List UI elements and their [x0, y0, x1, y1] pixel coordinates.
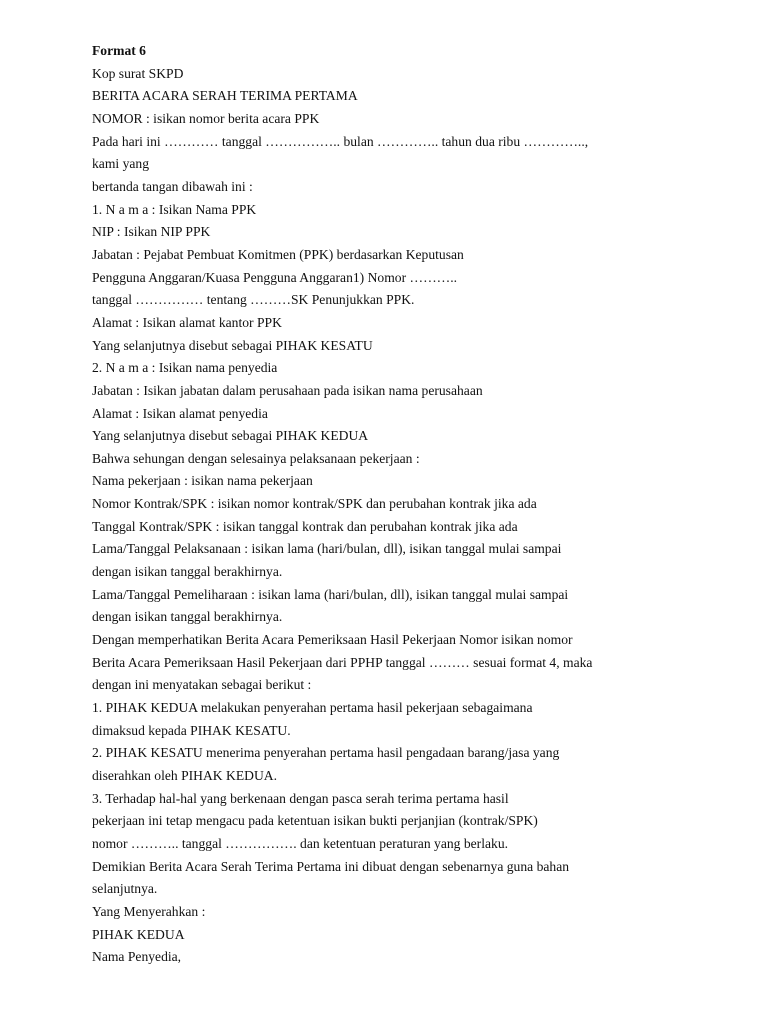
- document-line: 2. N a m a : Isikan nama penyedia: [92, 360, 278, 376]
- document-line: Pengguna Anggaran/Kuasa Pengguna Anggaran1) Nomor ………..: [92, 269, 458, 285]
- document-line: diserahkan oleh PIHAK KEDUA.: [92, 768, 277, 783]
- document-heading: Format 6: [92, 43, 146, 58]
- document-line: Jabatan : Pejabat Pembuat Komitmen (PPK) berdasarkan Keputusan: [92, 246, 464, 262]
- document-line: nomor ……….. tanggal ……………. dan ketentuan peraturan yang berlaku.: [92, 835, 509, 851]
- document-line: Alamat : Isikan alamat kantor PPK: [92, 314, 282, 330]
- document-line: Berita Acara Pemeriksaan Hasil Pekerjaan dari PPHP tanggal ……… sesuai format 4, maka: [92, 654, 593, 670]
- document-line: BERITA ACARA SERAH TERIMA PERTAMA: [92, 88, 358, 104]
- document-line: tanggal …………… tentang ………SK Penunjukkan PPK.: [92, 292, 415, 308]
- document-line: dengan ini menyatakan sebagai berikut :: [92, 677, 312, 693]
- document-line: bertanda tangan dibawah ini :: [92, 178, 253, 194]
- document-line: kami yang: [92, 156, 150, 172]
- document-line: 1. PIHAK KEDUA melakukan penyerahan pertama hasil pekerjaan sebagaimana: [92, 700, 533, 716]
- document-line: Dengan memperhatikan Berita Acara Pemeriksaan Hasil Pekerjaan Nomor isikan nomor: [92, 632, 573, 648]
- document-line: 3. Terhadap hal-hal yang berkenaan dengan pasca serah terima pertama hasil: [92, 790, 509, 806]
- document-line: Pada hari ini ………… tanggal …………….. bulan ………….. tahun dua ribu …………..,: [92, 133, 589, 149]
- document-line: Yang selanjutnya disebut sebagai PIHAK KESATU: [92, 337, 373, 353]
- document-line: Jabatan : Isikan jabatan dalam perusahaan pada isikan nama perusahaan: [92, 382, 483, 398]
- document-line: Nama Penyedia,: [92, 949, 182, 965]
- document-line: pekerjaan ini tetap mengacu pada ketentuan isikan bukti perjanjian (kontrak/SPK): [92, 813, 538, 829]
- document-line: 2. PIHAK KESATU menerima penyerahan pertama hasil pengadaan barang/jasa yang: [92, 745, 560, 761]
- document-line: dengan isikan tanggal berakhirnya.: [92, 564, 283, 580]
- document-line: NOMOR : isikan nomor berita acara PPK: [92, 110, 320, 126]
- document-line: Nama pekerjaan : isikan nama pekerjaan: [92, 473, 313, 489]
- document-line: dengan isikan tanggal berakhirnya.: [92, 609, 283, 625]
- document-line: Tanggal Kontrak/SPK : isikan tanggal kontrak dan perubahan kontrak jika ada: [92, 518, 518, 534]
- document-line: NIP : Isikan NIP PPK: [92, 224, 211, 240]
- document-line: selanjutnya.: [92, 881, 158, 897]
- document-body: [92, 63, 728, 969]
- document-line: 1. N a m a : Isikan Nama PPK: [92, 201, 257, 217]
- document-line: Nomor Kontrak/SPK : isikan nomor kontrak/SPK dan perubahan kontrak jika ada: [92, 496, 537, 512]
- document-line: PIHAK KEDUA: [92, 926, 185, 942]
- document-line: Bahwa sehungan dengan selesainya pelaksanaan pekerjaan :: [92, 450, 420, 466]
- document-line: Yang selanjutnya disebut sebagai PIHAK KEDUA: [92, 428, 369, 444]
- document-line: Kop surat SKPD: [92, 65, 184, 81]
- document-line: Yang Menyerahkan :: [92, 903, 206, 919]
- document-line: Alamat : Isikan alamat penyedia: [92, 405, 268, 421]
- document-line: Lama/Tanggal Pelaksanaan : isikan lama (hari/bulan, dll), isikan tanggal mulai sampai: [92, 541, 562, 557]
- document-line: Lama/Tanggal Pemeliharaan : isikan lama (hari/bulan, dll), isikan tanggal mulai sampai: [92, 586, 569, 602]
- document-line: Demikian Berita Acara Serah Terima Pertama ini dibuat dengan sebenarnya guna bahan: [92, 858, 570, 874]
- document-line: dimaksud kepada PIHAK KESATU.: [92, 722, 291, 738]
